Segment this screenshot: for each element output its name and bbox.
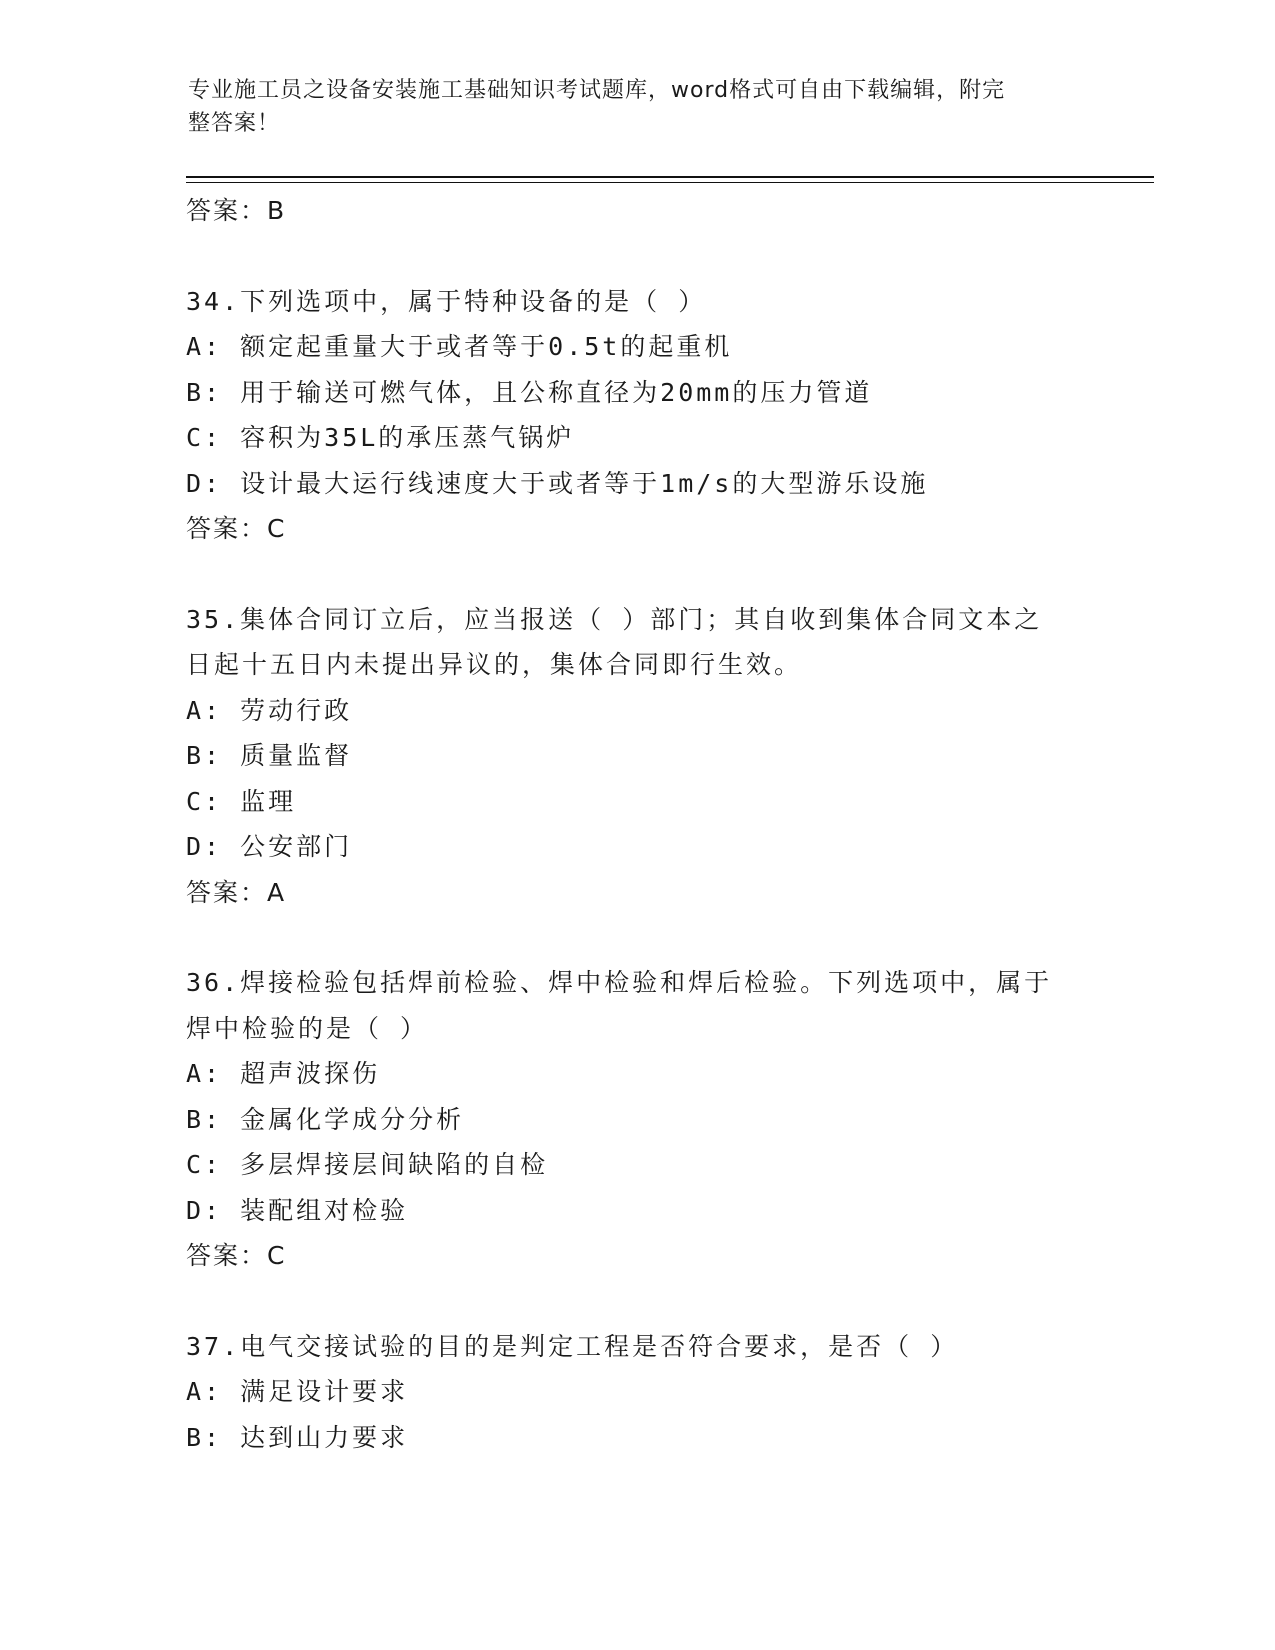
question-34	[186, 279, 1086, 552]
spacer	[186, 234, 1086, 279]
option-c: C: 监理	[186, 786, 297, 816]
question-stem-continued: 焊中检验的是（ ）	[186, 1013, 429, 1043]
option-a: A: 额定起重量大于或者等于0.5t的起重机	[186, 332, 733, 361]
option-d: D: 装配组对检验	[186, 1195, 409, 1225]
spacer	[186, 915, 1086, 960]
header-divider-thin	[186, 182, 1154, 183]
question-stem: 34.下列选项中，属于特种设备的是（ ）	[186, 286, 707, 316]
spacer	[186, 1279, 1086, 1324]
option-b: B: 用于输送可燃气体，且公称直径为20mm的压力管道	[186, 377, 873, 407]
option-c: C: 多层焊接层间缺陷的自检	[186, 1150, 549, 1179]
question-stem: 37.电气交接试验的目的是判定工程是否符合要求，是否（ ）	[186, 1331, 959, 1361]
option-d: D: 设计最大运行线速度大于或者等于1m/s的大型游乐设施	[186, 468, 929, 498]
header-line-2: 整答案！	[188, 111, 281, 136]
option-c: C: 容积为35L的承压蒸气锅炉	[186, 423, 575, 452]
header-divider-thick	[186, 176, 1154, 178]
answer: 答案：A	[186, 877, 287, 907]
question-stem: 36.焊接检验包括焊前检验、焊中检验和焊后检验。下列选项中，属于	[186, 968, 1053, 997]
question-stem-continued: 日起十五日内未提出异议的，集体合同即行生效。	[186, 650, 803, 679]
question-37	[186, 1324, 1086, 1461]
option-a: A: 超声波探伤	[186, 1059, 381, 1088]
answer: 答案：C	[186, 514, 287, 543]
previous-answer: 答案：B	[186, 196, 287, 225]
spacer	[186, 552, 1086, 597]
document-header	[188, 74, 1068, 140]
question-stem: 35.集体合同订立后，应当报送（ ）部门；其自收到集体合同文本之	[186, 604, 1043, 634]
answer: 答案：C	[186, 1241, 287, 1270]
option-b: B: 金属化学成分分析	[186, 1104, 465, 1134]
question-35	[186, 597, 1086, 916]
option-d: D: 公安部门	[186, 832, 353, 861]
option-a: A: 满足设计要求	[186, 1377, 409, 1406]
option-b: B: 质量监督	[186, 741, 353, 770]
option-a: A: 劳动行政	[186, 695, 353, 725]
question-list	[186, 188, 1086, 1460]
option-b: B: 达到山力要求	[186, 1422, 409, 1452]
header-line-1: 专业施工员之设备安装施工基础知识考试题库，word格式可自由下载编辑，附完	[188, 78, 1006, 103]
question-36	[186, 960, 1086, 1279]
